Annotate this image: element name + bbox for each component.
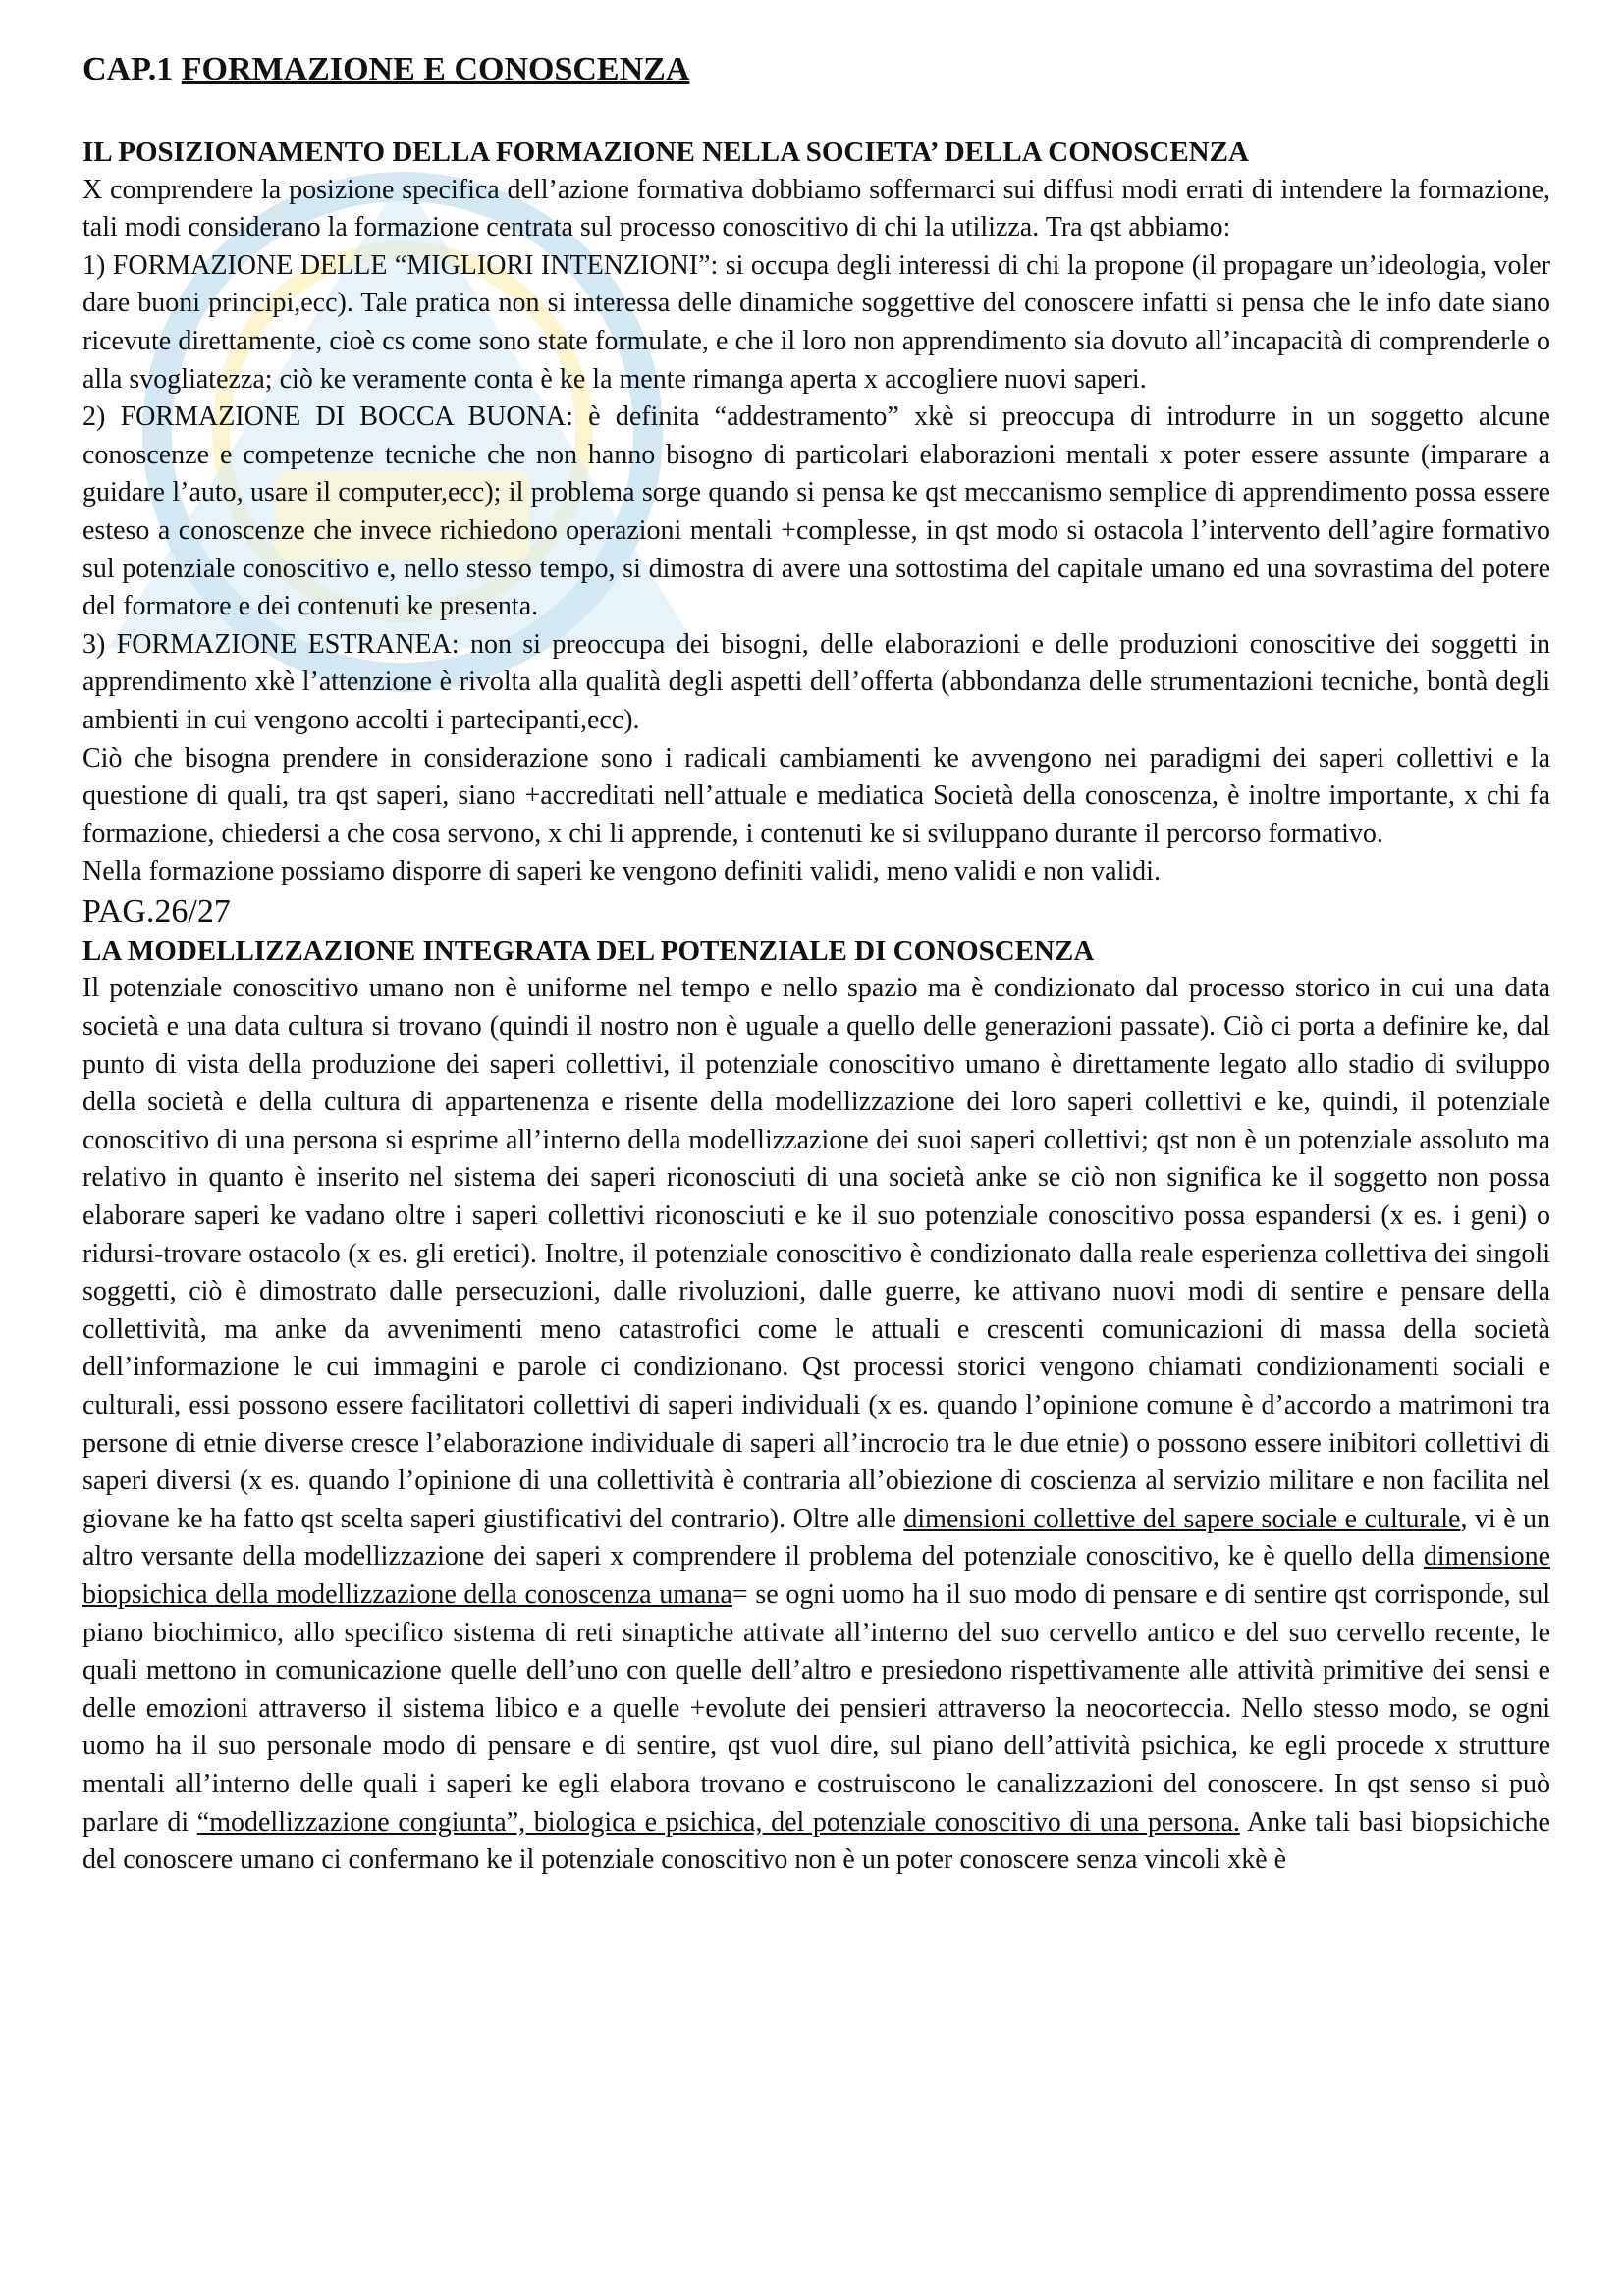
page-reference: PAG.26/27 <box>82 892 231 930</box>
section-title-positioning: IL POSIZIONAMENTO DELLA FORMAZIONE NELLA SOCIETA’ DELLA CONOSCENZA <box>82 136 1249 168</box>
chapter-name: FORMAZIONE E CONOSCENZA <box>181 51 690 87</box>
section-title-modellizzazione: LA MODELLIZZAZIONE INTEGRATA DEL POTENZIALE DI CONOSCENZA <box>82 934 1095 967</box>
section2-text-1: Il potenziale conoscitivo umano non è uniforme nel tempo e nello spazio ma è condizionato dal processo storico in cui una data società e una data cultura si trovano (quindi il nostro non è uguale a quello delle generazioni passate). Ciò ci porta a definire ke, dal punto di vista della produzione dei saperi collettivi, il potenziale conoscitivo umano è direttamente legato allo stadio di sviluppo della società e della cultura di appartenenza e risente della modellizzazione dei loro saperi collettivi e ke, quindi, il potenziale conoscitivo di una persona si esprime all’interno della modellizzazione dei suoi saperi collettivi; qst non è un potenziale assoluto ma relativo in quanto è inserito nel sistema dei saperi riconosciuti di una società anke se ciò non significa ke il soggetto non possa elaborare saperi ke vadano oltre i saperi collettivi riconosciuti e ke il suo potenziale conoscitivo possa espandersi (x es. i geni) o ridursi-trovare ostacolo (x es. gli eretici). Inoltre, il potenziale conoscitivo è condizionato dalla reale esperienza collettiva dei singoli soggetti, ciò è dimostrato dalle persecuzioni, dalle rivoluzioni, dalle guerre, ke attivano nuovi modi di sentire e pensare della collettività, ma anke da avvenimenti meno catastrofici come le attuali e crescenti comunicazioni di massa della società dell’informazione le cui immagini e parole ci condizionano. Qst processi storici vengono chiamati condizionamenti sociali e culturali, essi possono essere facilitatori collettivi di saperi individuali (x es. quando l’opinione comune è d’accordo a matrimoni tra persone di etnie diverse cresce l’elaborazione individuale di saperi all’incrocio tra le due etnie) o possono essere inibitori collettivi di saperi diversi (x es. quando l’opinione di una collettività è contraria all’obiezione di coscienza al servizio militare e non facilita nel giovane ke ha fatto qst scelta saperi giustificativi del contrario). Oltre alle <box>82 973 1550 1534</box>
section1-paragraph: Ciò che bisogna prendere in considerazione sono i radicali cambiamenti ke avvengono nei paradigmi dei saperi collettivi e la questione di quali, tra qst saperi, siano +accreditati nell’attuale e mediatica Società della conoscenza, è inoltre importante, x chi fa formazione, chiedersi a che cosa servono, x chi li apprende, i contenuti ke si sviluppano durante il percorso formativo. <box>82 742 1550 849</box>
section1-intro: X comprendere la posizione specifica dell’azione formativa dobbiamo soffermarci sui diffusi modi errati di intendere la formazione, tali modi considerano la formazione centrata sul processo conoscitivo di chi la utilizza. Tra qst abbiamo: <box>82 174 1550 243</box>
underlined-biopsychic-dimension: biopsichica della modellizzazione della conoscenza umana <box>82 1578 732 1610</box>
list-item-estranea: 3) FORMAZIONE ESTRANEA: non si preoccupa dei bisogni, delle elaborazioni e delle produzioni conoscitive dei soggetti in apprendimento xkè l’attenzione è rivolta alla qualità degli aspetti dell’offerta (abbondanza delle strumentazioni tecniche, bontà degli ambienti in cui vengono accolti i partecipanti,ecc). <box>82 628 1550 735</box>
underlined-collective-dimensions: dimensioni collettive del sapere sociale e culturale <box>903 1503 1461 1534</box>
underlined-dimension: dimensione <box>1423 1541 1550 1573</box>
section2-text-3: = se ogni uomo ha il suo modo di pensare e di sentire qst corrisponde, sul piano biochimico, allo specifico sistema di reti sinaptiche attivate all’interno del suo cervello antico e del suo cervello recente, le quali mettono in comunicazione quelle dell’uno con quelle dell’altro e presiedono rispettivamente alle attività primitive dei sensi e delle emozioni attraverso il sistema libico e a quelle +evolute dei pensieri attraverso la neocortecciа. Nello stesso modo, se ogni uomo ha il suo personale modo di pensare e di sentire, qst vuol dire, sul piano dell’attività psichica, ke egli procede x strutture mentali all’interno delle quali i saperi ke egli elabora trovano e costruiscono le canalizzazioni del conoscere. In qst senso si può parlare di <box>82 1578 1550 1838</box>
document-page <box>82 47 1550 1880</box>
chapter-title <box>82 47 1550 92</box>
underlined-joint-modelling: “modellizzazione congiunta”, biologica e psichica, del potenziale conoscitivo di una persona. <box>196 1806 1240 1838</box>
chapter-prefix: CAP.1 <box>82 51 182 87</box>
section2-text-4: Anke tali basi biopsichiche del conoscere umano ci confermano ke il potenziale conoscitivo non è un poter conoscere senza vincoli xkè è <box>82 1806 1550 1876</box>
section2-body <box>82 970 1550 1879</box>
list-item-bocca-buona: 2) FORMAZIONE DI BOCCA BUONA: è definita “addestramento” xkè si preoccupa di introdurre in un soggetto alcune conoscenze e competenze tecniche che non hanno bisogno di particolari elaborazioni mentali x poter essere assunte (imparare a guidare l’auto, usare il computer,ecc); il problema sorge quando si pensa ke qst meccanismo semplice di apprendimento possa essere esteso a conoscenze che invece richiedono operazioni mentali +complesse, in qst modo si ostacola l’intervento dell’agire formativo sul potenziale conoscitivo e, nello stesso tempo, si dimostra di avere una sottostima del capitale umano ed una sovrastima del potere del formatore e dei contenuti ke presenta. <box>82 401 1550 622</box>
list-item-best-intentions: 1) FORMAZIONE DELLE “MIGLIORI INTENZIONI”: si occupa degli interessi di chi la propone (il propagare un’ideologia, voler dare buoni principi,ecc). Tale pratica non si interessa delle dinamiche soggettive del conoscere infatti si pensa che le info date siano ricevute direttamente, cioè cs come sono state formulate, e che il loro non apprendimento sia dovuto all’incapacità di comprenderle o alla svogliatezza; ciò ke veramente conta è ke la mente rimanga aperta x accogliere nuovi saperi. <box>82 249 1550 395</box>
section1-closing: Nella formazione possiamo disporre di saperi ke vengono definiti validi, meno validi e non validi. <box>82 856 1161 887</box>
section2-text-2: , vi è un altro versante della modellizzazione dei saperi x comprendere il problema del potenziale conoscitivo, ke è quello della <box>82 1503 1550 1573</box>
